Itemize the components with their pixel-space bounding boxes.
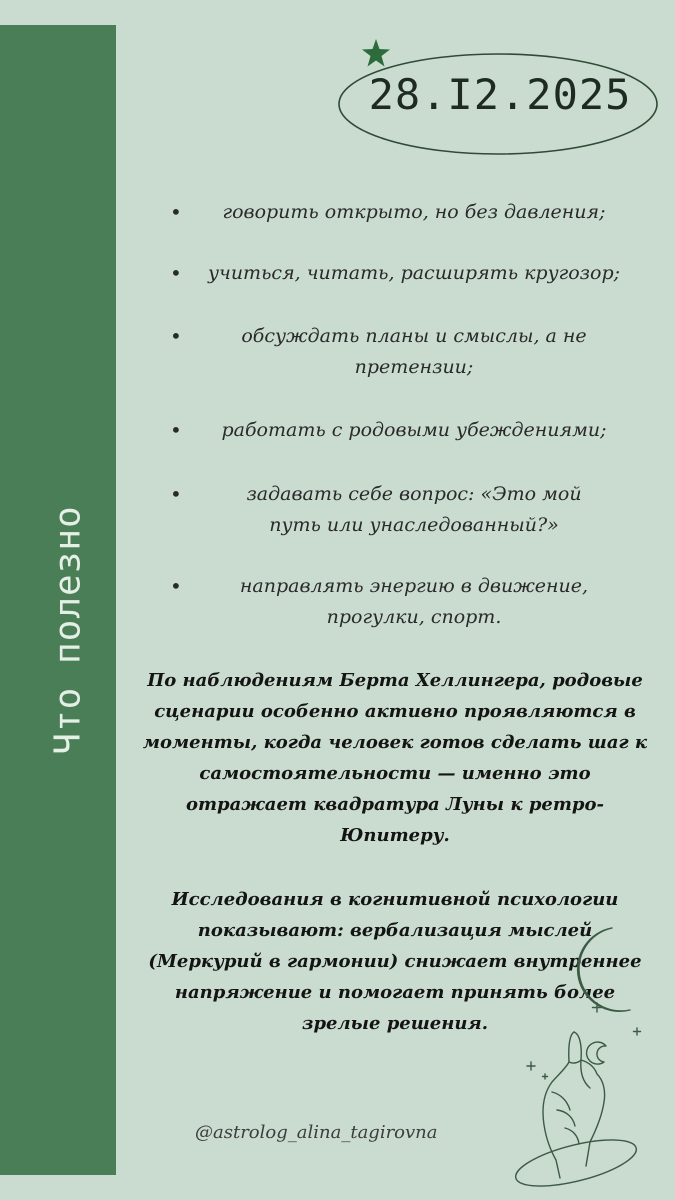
sidebar-title: Что полезно <box>47 505 89 755</box>
list-item: • учиться, читать, расширять кругозор; <box>160 258 640 289</box>
instagram-handle: @astrolog_alina_tagirovna <box>195 1122 438 1143</box>
bullet-icon: • <box>170 324 182 348</box>
bullet-icon: • <box>170 482 182 506</box>
bullet-icon: • <box>170 200 182 224</box>
list-item: • обсуждать планы и смыслы, а не претензии; <box>160 321 640 383</box>
bullet-icon: • <box>170 574 182 598</box>
hellinger-paragraph: По наблюдениям Берта Хеллингера, родовые сценарии особенно активно проявляются в моменты, когда человек готов сделать шаг к самостоятельности — именно это отражает квадратура Луны к ретро-Юпитеру. <box>142 670 648 846</box>
star-icon <box>361 38 391 68</box>
small-moon-icon <box>587 1042 606 1064</box>
list-item: • направлять энергию в движение, прогулки, спорт. <box>160 571 640 633</box>
list-item: • задавать себе вопрос: «Это мой путь или унаследованный?» <box>160 479 640 541</box>
date-badge <box>335 42 665 157</box>
bullet-icon: • <box>170 418 182 442</box>
bullet-icon: • <box>170 261 182 285</box>
sidebar-panel <box>0 25 116 1175</box>
sparkle-icon <box>527 1062 535 1070</box>
date-text: 28.I2.2025 <box>368 70 632 119</box>
sparkle-icon <box>543 1074 548 1079</box>
list-item: • работать с родовыми убеждениями; <box>160 415 640 446</box>
hand-icon <box>543 1032 574 1178</box>
psychology-paragraph: Исследования в когнитивной психологии показывают: вербализация мыслей (Меркурий в гармонии) снижает внутреннее напряжение и помогает принять более зрелые решения. <box>148 889 642 1034</box>
list-item: • говорить открыто, но без давления; <box>160 197 640 228</box>
